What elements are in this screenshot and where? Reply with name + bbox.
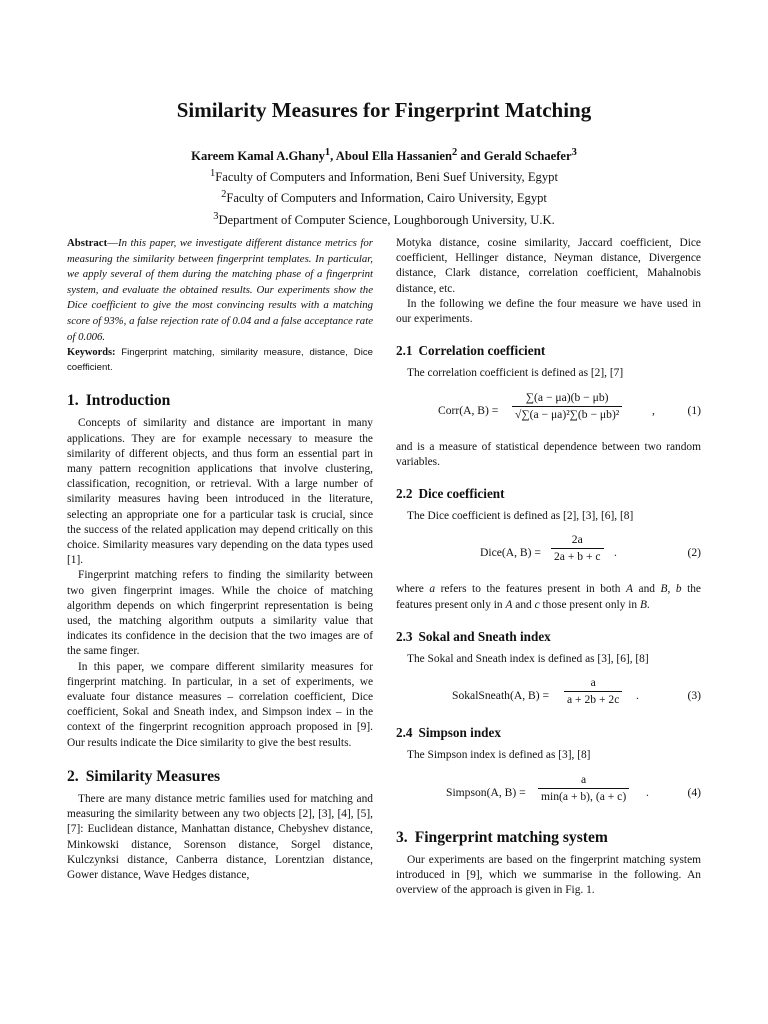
abstract-text: In this paper, we investigate different distance metrics for measuring the similarity between fingerprint templates. In particular, we apply several of them during the matching phase of a fingerprint system, and evaluate the obtained results. Our experiments show the Dice coefficient to give the most convincing results with a matching score of 93%, a false rejection rate of 0.04 and a false acceptance rate of 0.006. bbox=[67, 237, 373, 343]
author-sep: , bbox=[330, 149, 336, 164]
equation-denominator: 2a + b + c bbox=[554, 550, 601, 564]
paragraph: The correlation coefficient is defined as [2], [7] bbox=[407, 367, 624, 380]
subsection-title: Correlation coefficient bbox=[418, 343, 546, 359]
author-list bbox=[0, 144, 768, 165]
equation-number: (2) bbox=[687, 546, 701, 560]
author-sup: 2 bbox=[451, 147, 458, 158]
equation-numerator: a bbox=[581, 772, 587, 786]
paper-title: Similarity Measures for Fingerprint Matching bbox=[176, 98, 592, 122]
author-sup: 1 bbox=[324, 147, 331, 158]
paragraph: and is a measure of statistical dependence between two random variables. bbox=[396, 440, 701, 468]
equation-punct: . bbox=[614, 546, 617, 560]
equation-sokal-sneath bbox=[396, 675, 701, 715]
section-heading bbox=[67, 393, 373, 408]
affiliation-sup: 1 bbox=[210, 168, 216, 180]
equation-punct: , bbox=[652, 403, 655, 417]
section-title: Fingerprint matching system bbox=[414, 828, 608, 846]
paragraph: Fingerprint matching refers to finding the similarity between two given fingerprint images. While the choice of matching algorithm depends on which fingerprint representation is being used, the matching algorithm outputs a similarity value that indicates its confidence in the decision that the two images are of the same finger. bbox=[67, 569, 373, 658]
equation-fraction bbox=[564, 675, 622, 708]
equation-fraction bbox=[512, 390, 622, 423]
subsection-number: 2.2 bbox=[396, 486, 413, 502]
author-sup: 3 bbox=[571, 147, 577, 158]
equation-denominator: min(a + b), (a + c) bbox=[541, 789, 627, 803]
equation-numerator: a bbox=[590, 676, 596, 690]
affiliation-text: Department of Computer Science, Loughborough University, U.K. bbox=[218, 212, 555, 227]
author-name: Aboul Ella Hassanien bbox=[335, 149, 452, 164]
math-var: b bbox=[675, 583, 682, 596]
paragraph-where bbox=[396, 582, 701, 612]
equation-numerator: 2a bbox=[571, 533, 583, 547]
section-heading bbox=[67, 769, 373, 784]
text-run: refers to the features present in both bbox=[435, 583, 627, 596]
equation-number: (3) bbox=[687, 689, 701, 703]
equation-fraction bbox=[551, 532, 604, 565]
abstract bbox=[67, 236, 373, 345]
equation-denominator: a + 2b + 2c bbox=[567, 693, 620, 707]
math-var: c bbox=[534, 598, 540, 611]
affiliation-text: Faculty of Computers and Information, Cairo University, Egypt bbox=[226, 191, 547, 206]
paragraph: The Simpson index is defined as [3], [8] bbox=[407, 749, 591, 762]
paragraph: Motyka distance, cosine similarity, Jaccard coefficient, Dice coefficient, Hellinger distance, Neyman distance, Divergence distance, Clark distance, correlation coefficient, Mahalnobis distance, etc. bbox=[396, 237, 701, 295]
left-column bbox=[67, 236, 373, 883]
equation-lhs: Corr(A, B) = bbox=[438, 403, 499, 417]
paragraph: There are many distance metric families used for matching and measuring the similarity between any two objects [2], [3], [4], [5], [7]: Euclidean distance, Manhattan distance, Chebyshev distance, Minkowski distance, Sorenson distance, Sorgel distance, Kulczynksi distance, Canberra distance, Lorentzian distance, Gower distance, Wave Hedges distance, bbox=[67, 793, 373, 882]
section-title: Introduction bbox=[85, 392, 171, 410]
subsection-number: 2.1 bbox=[396, 343, 413, 359]
subsection-number: 2.3 bbox=[396, 628, 413, 644]
equation-lhs: Simpson(A, B) = bbox=[446, 785, 526, 799]
equation-dice bbox=[396, 532, 701, 572]
paragraph: Concepts of similarity and distance are important in many applications. They are for example necessary to measure the similarity of different objects, and thus form an essential part in many pattern recognition applications that involve clustering, classification, recognition, or retrieval. With a large number of similarity measures having been introduced in the literature, selecting an appropriate one for a particular task is crucial, since the success of the related application may depend critically on this choice. Similarity measures vary depending on the data types used [1]. bbox=[67, 417, 373, 567]
subsection-title: Sokal and Sneath index bbox=[418, 628, 551, 644]
affiliation-sup: 3 bbox=[213, 210, 219, 222]
affiliation bbox=[0, 165, 768, 186]
equation-lhs: SokalSneath(A, B) = bbox=[452, 689, 550, 703]
affiliation bbox=[0, 186, 768, 207]
subsection-title: Dice coefficient bbox=[418, 486, 505, 502]
text-run: those present only in bbox=[539, 598, 640, 611]
text-run: where bbox=[396, 583, 430, 596]
math-var: a bbox=[429, 583, 436, 596]
paragraph: Our experiments are based on the fingerprint matching system introduced in [9], which we summarise in the following. An overview of the approach is given in Fig. 1. bbox=[396, 853, 701, 897]
paragraph: In the following we define the four measure we have used in our experiments. bbox=[396, 297, 701, 326]
author-name: Kareem Kamal A.Ghany bbox=[191, 149, 325, 164]
keywords-label: Keywords: bbox=[67, 347, 116, 359]
equation-correlation bbox=[396, 390, 701, 430]
subsection-heading bbox=[396, 725, 701, 740]
equation-lhs: Dice(A, B) = bbox=[480, 546, 541, 560]
abstract-dash: — bbox=[107, 237, 118, 249]
equation-punct: . bbox=[636, 689, 639, 703]
subsection-heading bbox=[396, 486, 701, 501]
equation-simpson bbox=[396, 772, 701, 812]
subsection-number: 2.4 bbox=[396, 725, 413, 741]
keywords-text: Fingerprint matching, similarity measure, distance, Dice coefficient. bbox=[67, 347, 373, 374]
equation-number: (4) bbox=[687, 785, 701, 799]
keywords bbox=[67, 345, 373, 375]
abstract-label: Abstract bbox=[67, 237, 108, 249]
math-var: B bbox=[660, 583, 668, 596]
author-name: Gerald Schaefer bbox=[483, 149, 572, 164]
equation-number: (1) bbox=[687, 403, 701, 417]
section-number: 1. bbox=[67, 392, 79, 410]
math-var: A bbox=[505, 598, 513, 611]
text-run: and bbox=[633, 583, 661, 596]
affiliation-sup: 2 bbox=[221, 189, 227, 201]
section-number: 2. bbox=[67, 767, 79, 785]
math-var: B bbox=[639, 598, 647, 611]
text-run: and bbox=[512, 598, 535, 611]
section-heading bbox=[396, 830, 701, 845]
section-number: 3. bbox=[396, 828, 408, 846]
paragraph: The Dice coefficient is defined as [2], [3], [6], [8] bbox=[407, 510, 634, 523]
author-sep: and bbox=[457, 149, 484, 164]
affiliation bbox=[0, 208, 768, 229]
text-run: the features present only in bbox=[396, 583, 701, 611]
subsection-title: Simpson index bbox=[418, 725, 501, 741]
author-block bbox=[0, 144, 768, 229]
affiliation-text: Faculty of Computers and Information, Beni Suef University, Egypt bbox=[215, 170, 558, 185]
subsection-heading bbox=[396, 629, 701, 644]
math-var: A bbox=[626, 583, 633, 596]
equation-punct: . bbox=[646, 785, 649, 799]
equation-fraction bbox=[538, 772, 629, 805]
equation-numerator: ∑(a − μa)(b − μb) bbox=[525, 390, 609, 404]
right-column bbox=[396, 236, 701, 898]
section-title: Similarity Measures bbox=[85, 767, 221, 785]
subsection-heading bbox=[396, 343, 701, 358]
text-run: , bbox=[667, 583, 676, 596]
paragraph: The Sokal and Sneath index is defined as [3], [6], [8] bbox=[407, 653, 649, 666]
equation-denominator: √∑(a − μa)²∑(b − μb)² bbox=[515, 407, 620, 421]
text-run: . bbox=[646, 598, 650, 611]
paragraph: In this paper, we compare different similarity measures for fingerprint matching. In particular, in a set of experiments, we evaluate four distance measures – correlation coefficient, Dice coefficient, Sokal and Sneath index, and Simpson index – in the context of the fingerprint recognition approach proposed in [9]. Our results indicate the Dice similarity to give the best results. bbox=[67, 660, 373, 749]
